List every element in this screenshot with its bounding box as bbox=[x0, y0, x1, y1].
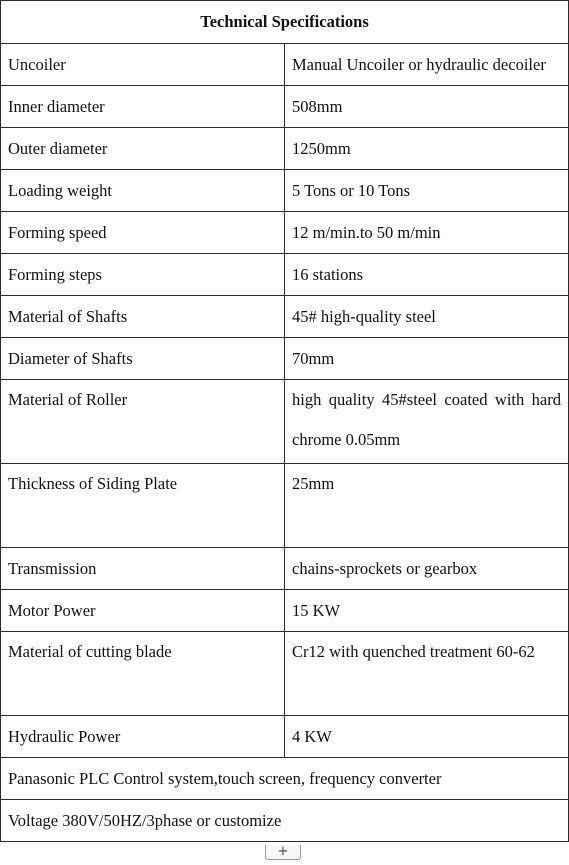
table-row bbox=[1, 44, 569, 86]
table-footer-row bbox=[1, 800, 569, 842]
spec-label: Forming steps bbox=[1, 254, 285, 296]
table-row bbox=[1, 212, 569, 254]
spec-value: 5 Tons or 10 Tons bbox=[285, 170, 569, 212]
spec-label: Loading weight bbox=[1, 170, 285, 212]
voltage-note: Voltage 380V/50HZ/3phase or customize bbox=[1, 800, 569, 842]
add-row-button[interactable] bbox=[265, 845, 301, 860]
table-row bbox=[1, 590, 569, 632]
table-title: Technical Specifications bbox=[1, 1, 569, 44]
spec-label: Motor Power bbox=[1, 590, 285, 632]
spec-label: Inner diameter bbox=[1, 86, 285, 128]
spec-label: Hydraulic Power bbox=[1, 716, 285, 758]
table-row bbox=[1, 254, 569, 296]
spec-value: 1250mm bbox=[285, 128, 569, 170]
table-header-row bbox=[1, 1, 569, 44]
table-row bbox=[1, 632, 569, 716]
spec-value: 45# high-quality steel bbox=[285, 296, 569, 338]
spec-value: chains-sprockets or gearbox bbox=[285, 548, 569, 590]
spec-value: Manual Uncoiler or hydraulic decoiler bbox=[285, 44, 569, 86]
spec-label: Material of Roller bbox=[1, 380, 285, 464]
spec-label: Diameter of Shafts bbox=[1, 338, 285, 380]
spec-label: Material of Shafts bbox=[1, 296, 285, 338]
table-row bbox=[1, 170, 569, 212]
spec-label: Thickness of Siding Plate bbox=[1, 464, 285, 548]
spec-value: 4 KW bbox=[285, 716, 569, 758]
table-row bbox=[1, 380, 569, 464]
spec-label: Material of cutting blade bbox=[1, 632, 285, 716]
spec-value: 70mm bbox=[285, 338, 569, 380]
table-row bbox=[1, 548, 569, 590]
spec-value: high quality 45#steel coated with hard chrome 0.05mm bbox=[285, 380, 569, 464]
plus-icon: + bbox=[277, 844, 289, 859]
spec-label: Uncoiler bbox=[1, 44, 285, 86]
plc-control-note: Panasonic PLC Control system,touch screen, frequency converter bbox=[1, 758, 569, 800]
table-row bbox=[1, 716, 569, 758]
spec-value: 16 stations bbox=[285, 254, 569, 296]
table-row bbox=[1, 464, 569, 548]
table-row bbox=[1, 296, 569, 338]
spec-value: Cr12 with quenched treatment 60-62 bbox=[285, 632, 569, 716]
table-row bbox=[1, 128, 569, 170]
spec-value: 15 KW bbox=[285, 590, 569, 632]
table-row bbox=[1, 86, 569, 128]
spec-label: Transmission bbox=[1, 548, 285, 590]
table-row bbox=[1, 338, 569, 380]
spec-value: 12 m/min.to 50 m/min bbox=[285, 212, 569, 254]
spec-label: Outer diameter bbox=[1, 128, 285, 170]
spec-value: 25mm bbox=[285, 464, 569, 548]
spec-label: Forming speed bbox=[1, 212, 285, 254]
spec-value: 508mm bbox=[285, 86, 569, 128]
table-footer-row bbox=[1, 758, 569, 800]
